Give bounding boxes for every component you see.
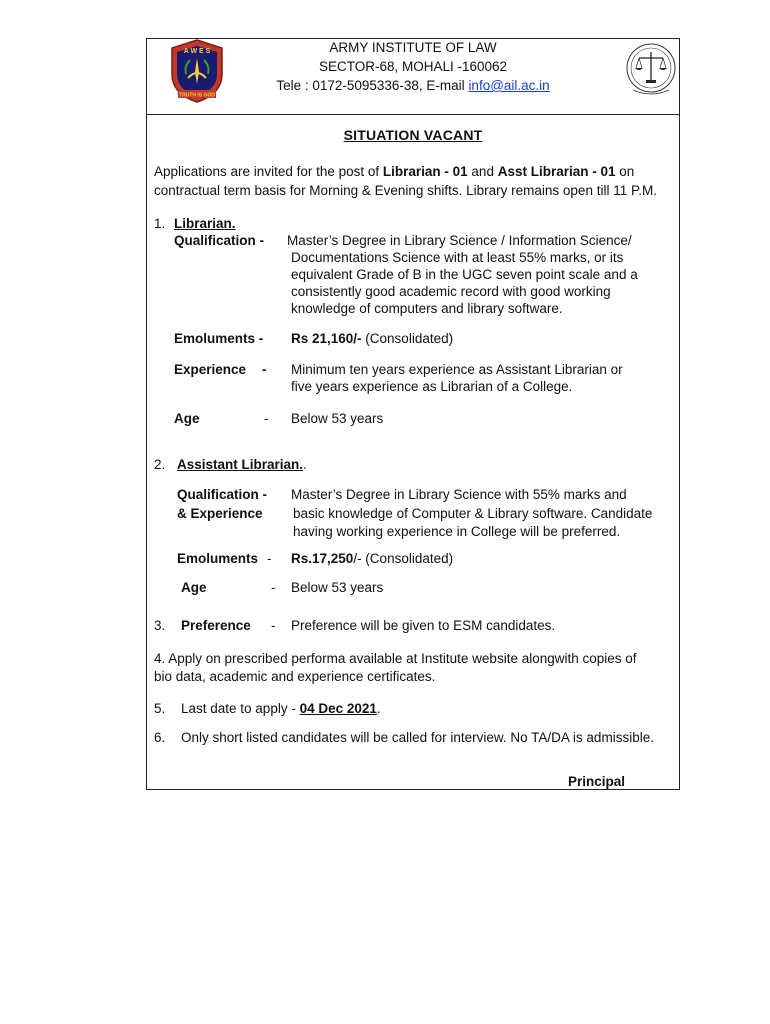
signature: Principal <box>567 774 625 789</box>
age-dash: - <box>271 580 276 595</box>
institute-sector: SECTOR-68, MOHALI -160062 <box>318 59 508 74</box>
document-frame <box>146 38 680 790</box>
item-number-2: 2. <box>154 457 166 472</box>
asst-age: Below 53 years <box>291 580 384 595</box>
last-date-end: . <box>376 701 381 716</box>
last-date-text: Last date to apply - <box>181 701 300 716</box>
intro-line-2: contractual term basis for Morning & Evening shifts. Library remains open till 11 P.M. <box>154 183 657 198</box>
librarian-qualification-line: Documentations Science with at least 55% marks, or its <box>291 250 624 265</box>
page-title: SITUATION VACANT <box>343 127 483 143</box>
institute-address <box>237 38 589 95</box>
asst-qualification-line: Master’s Degree in Library Science with 55% marks and <box>291 487 627 502</box>
asst-librarian-heading: Assistant Librarian. <box>177 457 304 472</box>
emoluments-dash: - <box>267 551 272 566</box>
intro-on: on <box>615 164 635 179</box>
header-divider <box>147 114 679 115</box>
librarian-heading: Librarian. <box>174 216 236 231</box>
experience-label: Experience <box>174 362 247 377</box>
librarian-qualification-line: equivalent Grade of B in the UGC seven point scale and a <box>291 267 638 282</box>
asst-qualification-line: basic knowledge of Computer & Library software. Candidate <box>293 506 653 521</box>
librarian-emoluments <box>291 330 453 347</box>
intro-and: and <box>467 164 498 179</box>
item-number-5: 5. <box>154 701 166 716</box>
item-4-line-2: bio data, academic and experience certificates. <box>154 669 436 684</box>
item-number-3: 3. <box>154 618 166 633</box>
last-date-value: 04 Dec 2021 <box>299 701 377 716</box>
post-librarian: Librarian - 01 <box>382 164 468 179</box>
age-label: Age <box>181 580 207 595</box>
emoluments-value: Rs 21,160/- <box>291 331 362 346</box>
experience-label: & Experience <box>177 506 263 521</box>
asst-qualification-line: having working experience in College will be preferred. <box>293 524 621 539</box>
preference-label: Preference <box>181 618 251 633</box>
emoluments-label: Emoluments <box>177 551 259 566</box>
age-dash: - <box>264 411 269 426</box>
librarian-experience-line: five years experience as Librarian of a College. <box>291 379 573 394</box>
svg-text:TRUTH IS GOD: TRUTH IS GOD <box>179 92 215 99</box>
last-date <box>181 700 381 717</box>
item-number-1: 1. <box>154 216 166 231</box>
post-asst-librarian: Asst Librarian - 01 <box>497 164 616 179</box>
intro-line-1 <box>154 163 634 180</box>
emoluments-suffix: /- (Consolidated) <box>353 551 454 566</box>
emoluments-suffix: (Consolidated) <box>361 331 454 346</box>
awes-logo-icon <box>168 38 226 104</box>
shortlist-note: Only short listed candidates will be called for interview. No TA/DA is admissible. <box>181 730 654 745</box>
experience-dash: - <box>262 362 267 377</box>
email-link[interactable]: info@ail.ac.in <box>468 78 550 93</box>
scales-of-justice-icon <box>625 40 677 98</box>
preference-value: Preference will be given to ESM candidates. <box>291 618 556 633</box>
contact-phone: Tele : 0172-5095336-38, E-mail <box>276 78 469 93</box>
institute-name: ARMY INSTITUTE OF LAW <box>329 40 497 55</box>
institute-contact <box>237 76 589 95</box>
preference-dash: - <box>271 618 276 633</box>
librarian-qualification-line: knowledge of computers and library software. <box>291 301 563 316</box>
age-label: Age <box>174 411 200 426</box>
svg-text:A W E S: A W E S <box>183 48 211 55</box>
emoluments-label: Emoluments - <box>174 331 264 346</box>
qualification-label: Qualification - <box>177 487 268 502</box>
item-4-line-1: 4. Apply on prescribed performa available at Institute website alongwith copies of <box>154 651 637 666</box>
intro-text: Applications are invited for the post of <box>154 164 383 179</box>
heading-suffix: . <box>303 457 307 472</box>
letterhead <box>147 39 679 115</box>
emoluments-value: Rs.17,250 <box>291 551 354 566</box>
asst-librarian-heading-wrap <box>177 456 307 473</box>
item-number-6: 6. <box>154 730 166 745</box>
librarian-qualification-line: consistently good academic record with good working <box>291 284 611 299</box>
librarian-age: Below 53 years <box>291 411 384 426</box>
qualification-label: Qualification - <box>174 233 265 248</box>
librarian-qualification-line: Master’s Degree in Library Science / Information Science/ <box>287 233 632 248</box>
asst-emoluments <box>291 550 453 567</box>
librarian-experience-line: Minimum ten years experience as Assistant Librarian or <box>291 362 623 377</box>
